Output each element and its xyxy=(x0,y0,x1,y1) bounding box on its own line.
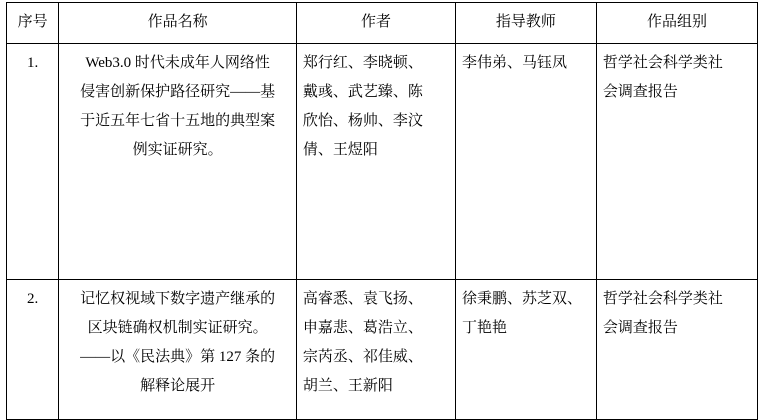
mentor-line: 丁艳艳 xyxy=(461,320,507,336)
author-line: 倩、王煜阳 xyxy=(302,142,378,158)
table-header-row xyxy=(7,3,758,44)
row-group xyxy=(596,280,757,420)
author-line: 高睿悉、袁飞扬、 xyxy=(302,291,423,307)
group-line: 会调查报告 xyxy=(602,84,678,100)
title-line: 例实证研究。 xyxy=(132,142,223,158)
row-mentors xyxy=(455,280,596,420)
column-header-index: 序号 xyxy=(7,3,59,44)
author-line: 戴彧、武艺臻、陈 xyxy=(302,84,423,100)
title-line: 记忆权视域下数字遗产继承的 xyxy=(80,291,276,307)
title-line: ——以《民法典》第 127 条的 xyxy=(80,349,276,365)
group-line: 哲学社会科学类社 xyxy=(602,291,723,307)
author-line: 胡兰、王新阳 xyxy=(302,378,393,394)
table-header xyxy=(7,3,758,44)
title-line: 侵害创新保护路径研究——基 xyxy=(80,84,276,100)
table-row xyxy=(7,280,758,420)
mentor-line: 李伟弟、马钰凤 xyxy=(461,55,567,71)
title-line: 解释论展开 xyxy=(140,378,216,394)
title-line: Web3.0 时代未成年人网络性 xyxy=(85,55,270,71)
column-header-group: 作品组别 xyxy=(596,3,757,44)
column-header-mentor: 指导教师 xyxy=(455,3,596,44)
row-title xyxy=(59,44,297,280)
column-header-author: 作者 xyxy=(296,3,455,44)
mentor-line: 徐秉鹏、苏芝双、 xyxy=(461,291,582,307)
row-authors xyxy=(296,44,455,280)
row-title xyxy=(59,280,297,420)
group-line: 会调查报告 xyxy=(602,320,678,336)
author-line: 申嘉悲、葛浩立、 xyxy=(302,320,423,336)
document-page xyxy=(0,2,764,418)
column-header-title: 作品名称 xyxy=(59,3,297,44)
row-group xyxy=(596,44,757,280)
table-body xyxy=(7,44,758,420)
row-index: 1. xyxy=(7,44,59,280)
author-line: 郑行红、李晓顿、 xyxy=(302,55,423,71)
row-index: 2. xyxy=(7,280,59,420)
title-line: 于近五年七省十五地的典型案 xyxy=(80,113,276,129)
works-table xyxy=(6,2,758,420)
row-mentors xyxy=(455,44,596,280)
author-line: 欣怡、杨帅、李汶 xyxy=(302,113,423,129)
group-line: 哲学社会科学类社 xyxy=(602,55,723,71)
table-row xyxy=(7,44,758,280)
title-line: 区块链确权机制实证研究。 xyxy=(87,320,268,336)
author-line: 宗芮丞、祁佳威、 xyxy=(302,349,423,365)
row-authors xyxy=(296,280,455,420)
